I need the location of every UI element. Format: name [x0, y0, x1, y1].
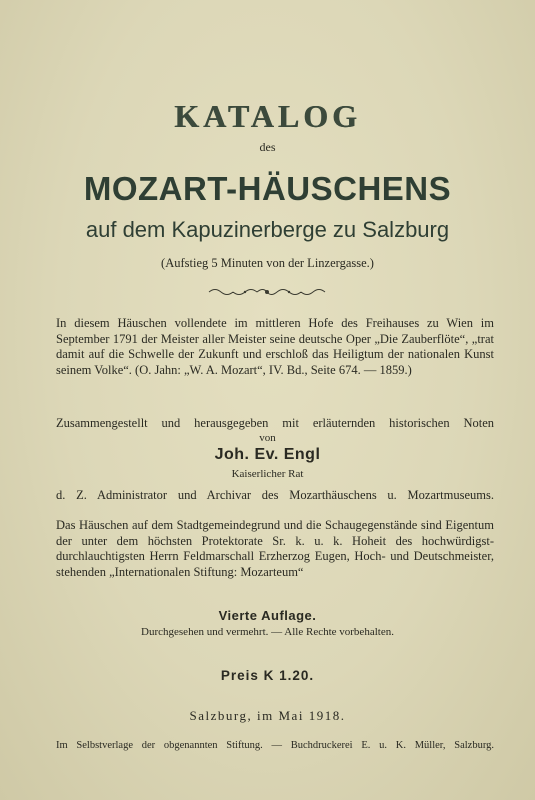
place-date: Salzburg, im Mai 1918.	[189, 708, 346, 723]
edition-note: Durchgesehen und vermehrt. — Alle Rechte vorbehalten.	[141, 626, 394, 638]
ownership-paragraph: Das Häuschen auf dem Stadtgemeindegrund und die Schaugegenstände sind Eigentum der unter dem höchsten Protektorate Sr. k. u. k. Hoheit des hochwürdigst-durchlauchtigsten Herrn Feldmarschall Erzherzog Eugen, Hoch- und Deutschmeister, stehenden „Internationalen Stiftung: Mozarteum“	[56, 518, 494, 579]
author-position: d. Z. Administrator und Archivar des Mozarthäuschens u. Mozartmuseums.	[56, 488, 494, 502]
subtitle: auf dem Kapuzinerberge zu Salzburg	[85, 217, 450, 242]
katalog-heading: KATALOG	[174, 98, 361, 134]
directions-note: (Aufstieg 5 Minuten von der Linzergasse.)	[161, 256, 374, 270]
von-word: von	[259, 432, 276, 444]
ornament-icon	[207, 286, 327, 298]
imprint-line: Im Selbstverlage der obgenannten Stiftung. — Buchdruckerei E. u. K. Müller, Salzburg.	[56, 740, 494, 751]
intro-paragraph: In diesem Häuschen vollendete im mittleren Hofe des Freihauses zu Wien im September 1791 der Meister aller Meister seine deutsche Oper „Die Zauberflöte“, „trat damit auf die Schwelle der Zukunft und erschloß das Heiligtum der nationalen Kunst seinem Volke“. (O. Jahn: „W. A. Mozart“, IV. Bd., Seite 674. — 1859.)	[56, 316, 494, 377]
des-word: des	[259, 140, 276, 154]
main-title: MOZART-HÄUSCHENS	[83, 170, 452, 207]
compiled-by-line: Zusammengestellt und herausgegeben mit erläuternden historischen Noten	[56, 416, 494, 430]
author-rank: Kaiserlicher Rat	[231, 468, 304, 480]
edition-heading: Vierte Auflage.	[218, 608, 317, 623]
author-name: Joh. Ev. Engl	[214, 446, 321, 463]
price-label: Preis K 1.20.	[220, 668, 315, 683]
